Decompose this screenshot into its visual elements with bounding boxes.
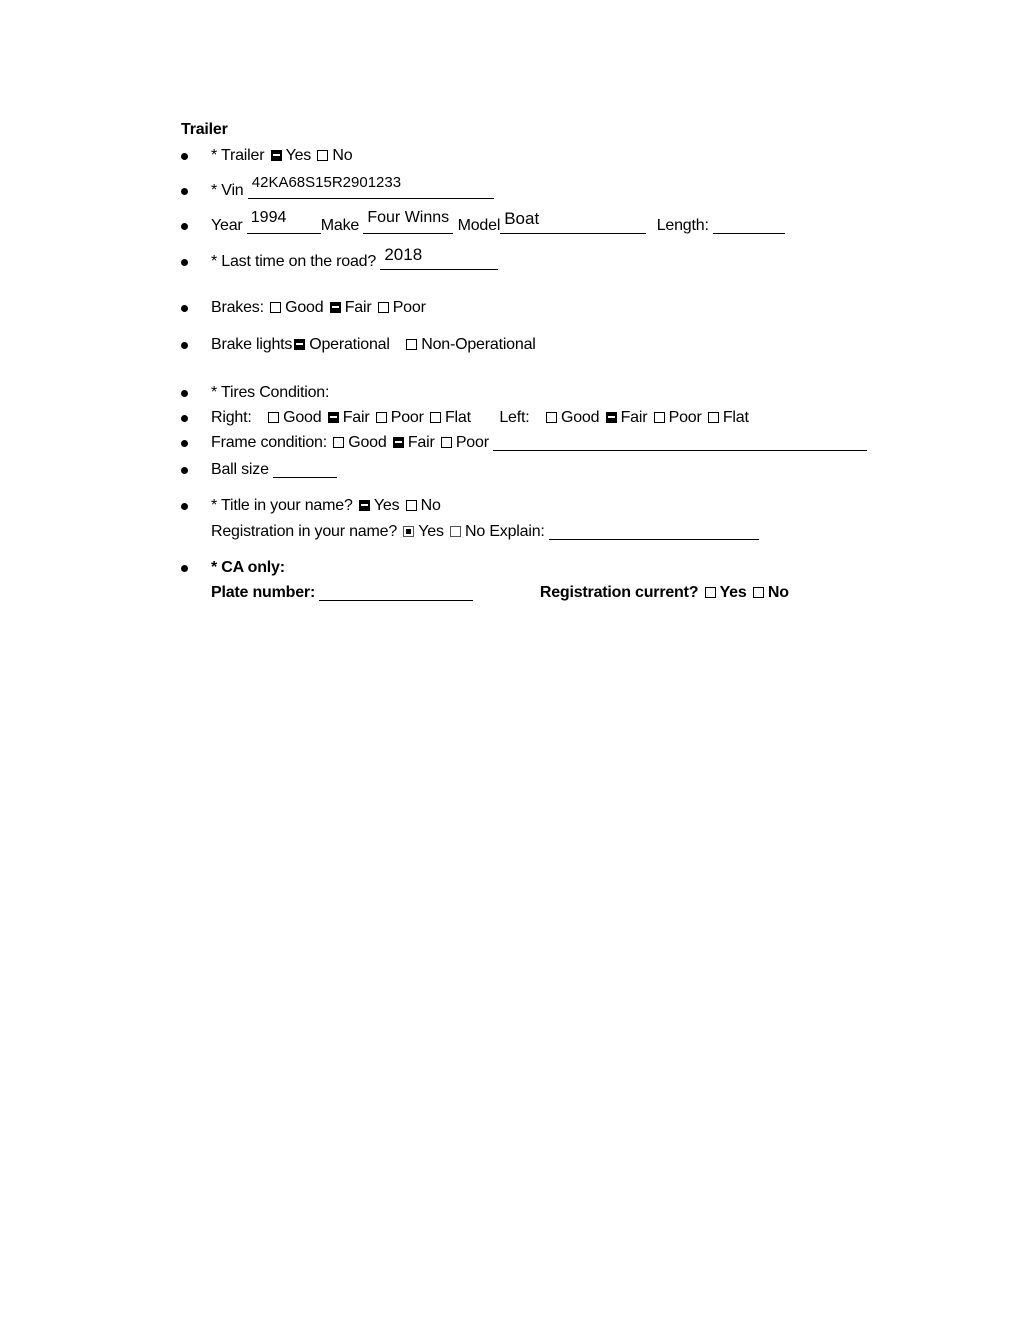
last-time-field[interactable] [380,245,498,270]
year-field[interactable] [247,209,321,234]
frame-poor-label: Poor [455,434,489,451]
brakes-poor-checkbox[interactable] [378,302,389,313]
plate-row [181,582,921,604]
registration-no-checkbox[interactable] [450,526,461,537]
tires-row [181,382,921,404]
make-value: Four Winns [367,209,450,226]
frame-label: Frame condition: [211,434,327,451]
bullet-icon [181,440,188,447]
tires-sides-row [181,407,921,429]
plate-label: Plate number: [211,584,316,601]
brakes-row [181,297,921,319]
reg-current-yes-checkbox[interactable] [705,587,716,598]
brake-lights-nonoperational-checkbox[interactable] [406,339,417,350]
bullet-icon [181,259,188,266]
last-time-row [181,245,921,273]
trailer-no-label: No [332,147,353,164]
ca-only-row [181,557,921,579]
ball-size-label: Ball size [211,461,269,478]
reg-current-label: Registration current? [539,584,699,601]
title-name-row [181,495,921,517]
frame-row [181,432,921,454]
make-label: Make [320,217,360,234]
bullet-icon [181,305,188,312]
bullet-icon [181,415,188,422]
brake-lights-row [181,334,921,356]
right-tire-label: Right: [211,409,252,426]
length-field[interactable] [713,215,785,234]
brakes-label: Brakes: [211,299,264,316]
brake-lights-operational-label: Operational [309,336,390,353]
trailer-label: * Trailer [211,147,265,164]
brake-lights-operational-checkbox[interactable] [294,339,305,350]
bullet-icon [181,342,188,349]
last-time-label: * Last time on the road? [211,253,377,270]
vin-label: * Vin [211,182,244,199]
trailer-row [181,145,921,167]
left-poor-label: Poor [668,409,702,426]
frame-fair-label: Fair [407,434,435,451]
registration-yes-checkbox[interactable] [403,526,414,537]
vin-row [181,174,921,202]
reg-current-no-label: No [767,584,789,601]
registration-no-label: No Explain: [465,523,545,540]
section-title: Trailer [181,121,228,138]
registration-yes-label: Yes [418,523,444,540]
right-good-checkbox[interactable] [268,412,279,423]
bullet-icon [181,223,188,230]
frame-fair-checkbox[interactable] [393,437,404,448]
bullet-icon [181,390,188,397]
left-tire-label: Left: [499,409,530,426]
left-fair-label: Fair [620,409,648,426]
brakes-poor-label: Poor [392,299,426,316]
vehicle-row [181,209,921,237]
trailer-yes-label: Yes [285,147,312,164]
last-time-value: 2018 [384,245,423,264]
tires-label: * Tires Condition: [211,384,330,401]
brake-lights-nonoperational-label: Non-Operational [421,336,536,353]
brakes-fair-checkbox[interactable] [330,302,341,313]
left-fair-checkbox[interactable] [606,412,617,423]
length-label: Length: [656,217,709,234]
model-label: Model [457,217,501,234]
year-label: Year [211,217,243,234]
brakes-good-checkbox[interactable] [270,302,281,313]
right-poor-checkbox[interactable] [376,412,387,423]
right-good-label: Good [283,409,322,426]
reg-current-yes-label: Yes [719,584,747,601]
frame-poor-checkbox[interactable] [441,437,452,448]
left-poor-checkbox[interactable] [654,412,665,423]
model-field[interactable] [500,209,646,234]
vin-field[interactable] [248,174,494,199]
brakes-fair-label: Fair [344,299,372,316]
registration-name-row [181,521,921,543]
brake-lights-label: Brake lights [211,336,293,353]
left-good-checkbox[interactable] [546,412,557,423]
title-yes-checkbox[interactable] [359,500,370,511]
left-flat-label: Flat [722,409,749,426]
trailer-yes-checkbox[interactable] [271,150,282,161]
bullet-icon [181,188,188,195]
trailer-no-checkbox[interactable] [317,150,328,161]
plate-field[interactable] [319,582,473,601]
frame-notes-field[interactable] [493,432,867,451]
registration-explain-field[interactable] [549,521,759,540]
right-fair-checkbox[interactable] [328,412,339,423]
reg-current-no-checkbox[interactable] [753,587,764,598]
frame-good-label: Good [348,434,387,451]
brakes-good-label: Good [285,299,324,316]
title-no-label: No [420,497,441,514]
vin-value: 42KA68S15R2901233 [251,174,402,191]
bullet-icon [181,153,188,160]
title-name-label: * Title in your name? [211,497,353,514]
bullet-icon [181,565,188,572]
right-fair-label: Fair [342,409,370,426]
year-value: 1994 [250,209,287,226]
left-flat-checkbox[interactable] [708,412,719,423]
title-no-checkbox[interactable] [406,500,417,511]
registration-name-label: Registration in your name? [211,523,398,540]
bullet-icon [181,503,188,510]
model-value: Boat [504,209,540,228]
ca-only-label: * CA only: [211,559,285,576]
title-yes-label: Yes [373,497,400,514]
right-flat-checkbox[interactable] [430,412,441,423]
left-good-label: Good [560,409,600,426]
ball-size-row [181,459,921,481]
frame-good-checkbox[interactable] [333,437,344,448]
right-poor-label: Poor [390,409,424,426]
right-flat-label: Flat [444,409,471,426]
make-field[interactable] [363,209,453,234]
ball-size-field[interactable] [273,459,337,478]
bullet-icon [181,467,188,474]
